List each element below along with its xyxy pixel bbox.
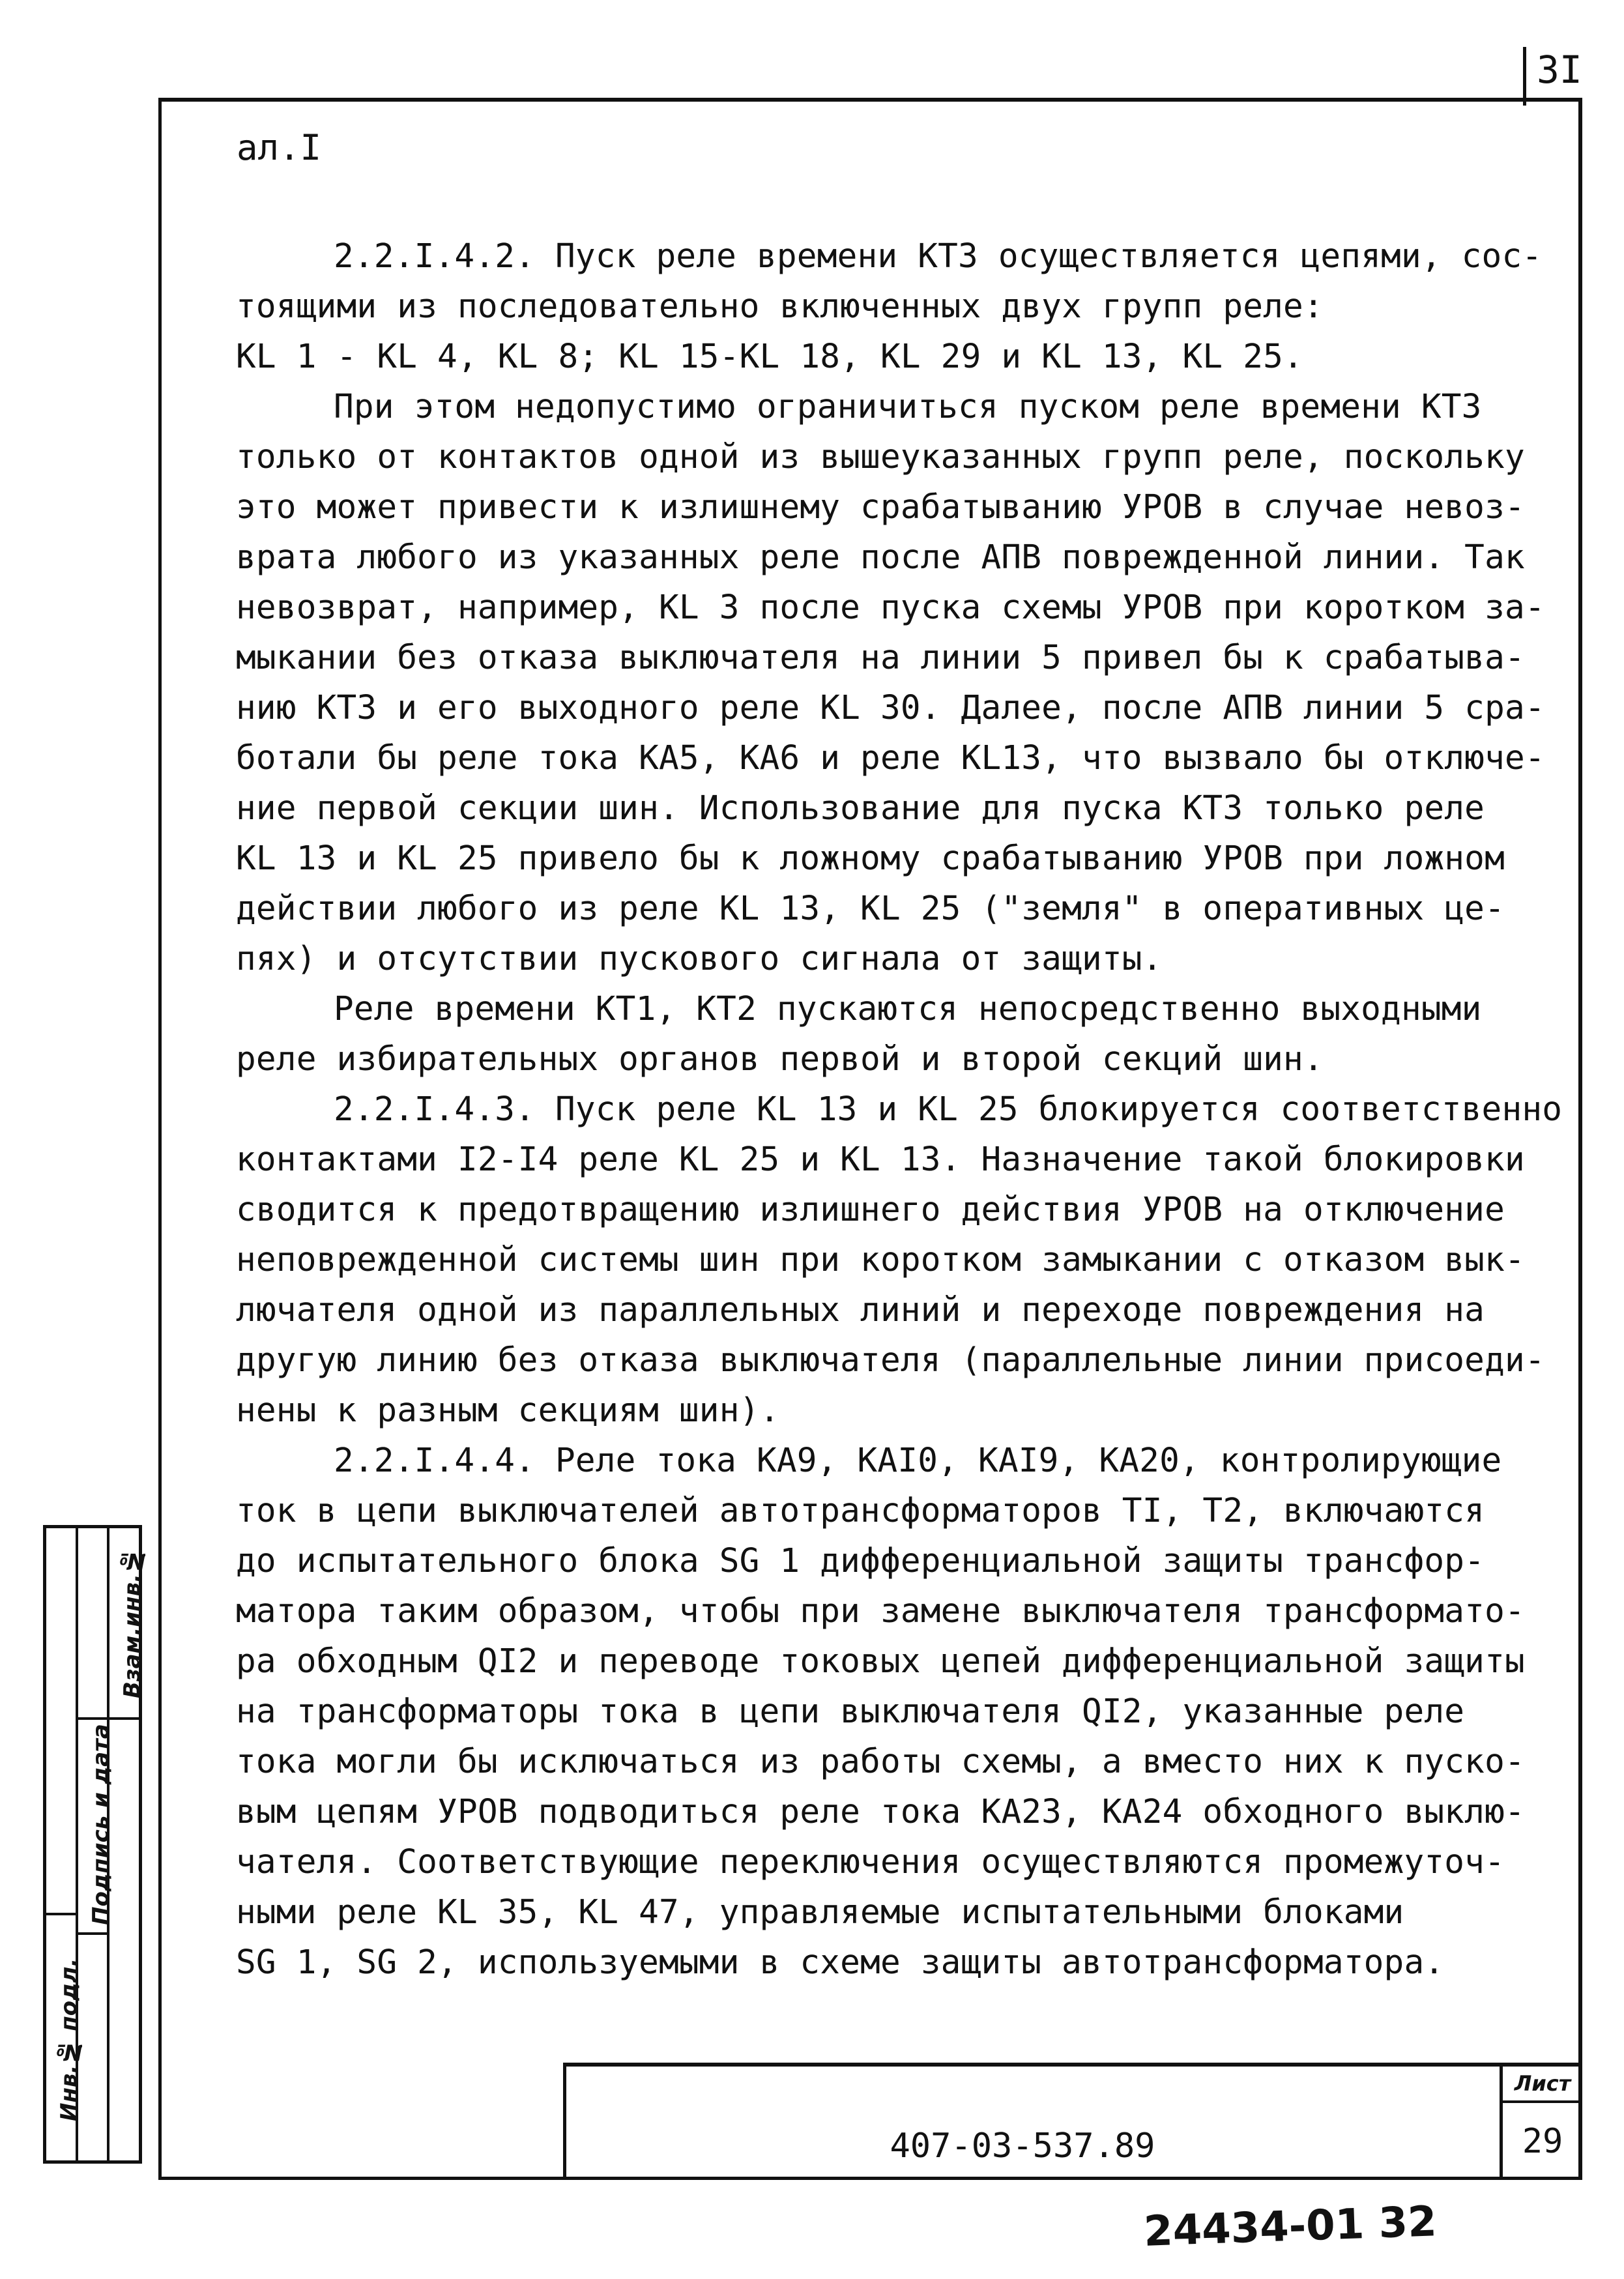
text-line: тока могли бы исключаться из работы схемы, а вместо них к пуско- <box>236 1743 1525 1781</box>
text-line: ботали бы реле тока КА5, КА6 и реле KL13, что вызвало бы отключе- <box>236 739 1545 777</box>
side-stamp <box>43 1525 146 2164</box>
text-line: KL 13 и KL 25 привело бы к ложному срабатыванию УРОВ при ложном <box>236 839 1505 878</box>
text-line: на трансформаторы тока в цепи выключателя QI2, указанные реле <box>236 1692 1465 1731</box>
text-line: мыкании без отказа выключателя на линии 5 привел бы к срабатыва- <box>236 639 1525 677</box>
text-line: это может привести к излишнему срабатыванию УРОВ в случае невоз- <box>236 488 1525 527</box>
stamp-divider <box>78 1932 108 1935</box>
text-line: другую линию без отказа выключателя (параллельные линии присоеди- <box>236 1341 1545 1380</box>
body-text <box>236 231 1563 1988</box>
text-line: врата любого из указанных реле после АПВ поврежденной линии. Так <box>236 538 1525 577</box>
text-line: нены к разным секциям шин). <box>236 1391 780 1430</box>
heading-mark: ал.I <box>237 127 322 168</box>
text-line: сводится к предотвращению излишнего действия УРОВ на отключение <box>236 1191 1505 1229</box>
text-line: SG 1, SG 2, используемыми в схеме защиты автотрансформатора. <box>236 1943 1445 1982</box>
side-stamp-col-replacement <box>109 1528 146 2160</box>
text-line: действии любого из реле KL 13, KL 25 ("земля" в оперативных це- <box>236 890 1505 928</box>
page-number: 3I <box>1537 48 1582 92</box>
text-line: 2.2.I.4.2. Пуск реле времени КТ3 осуществляется цепями, сос- <box>334 237 1543 276</box>
text-line: реле избирательных органов первой и второй секций шин. <box>236 1040 1324 1079</box>
text-line: KL 1 - KL 4, KL 8; KL 15-KL 18, KL 29 и KL 13, KL 25. <box>236 338 1303 376</box>
title-block <box>563 2063 1582 2180</box>
text-line: 2.2.I.4.4. Реле тока КА9, КАI0, КАI9, КА20, контролирующие <box>334 1442 1502 1480</box>
text-line: тоящими из последовательно включенных двух групп реле: <box>236 287 1324 326</box>
text-line: вым цепям УРОВ подводиться реле тока КА23, КА24 обходного выклю- <box>236 1793 1525 1831</box>
side-label-signature: Подпись и дата <box>87 1724 114 1926</box>
text-line: Реле времени КТ1, КТ2 пускаются непосредственно выходными <box>334 990 1482 1028</box>
text-line: контактами I2-I4 реле KL 25 и KL 13. Назначение такой блокировки <box>236 1140 1525 1179</box>
text-line: 2.2.I.4.3. Пуск реле KL 13 и KL 25 блокируется соответственно <box>334 1090 1563 1129</box>
text-line: нию КТ3 и его выходного реле KL 30. Далее, после АПВ линии 5 сра- <box>236 689 1545 727</box>
sheet-label: Лист <box>1503 2067 1582 2103</box>
stamp-divider <box>46 1913 76 1915</box>
text-line: до испытательного блока SG 1 дифференциальной защиты трансфор- <box>236 1542 1485 1580</box>
corner-line <box>1523 47 1526 106</box>
stamp-divider <box>78 1717 108 1720</box>
text-line: чателя. Соответствующие переключения осуществляются промежуточ- <box>236 1843 1505 1881</box>
side-label-inventory: Инв.№ подл. <box>56 1958 82 2122</box>
text-line: ние первой секции шин. Использование для пуска КТ3 только реле <box>236 789 1485 828</box>
text-line: неповрежденной системы шин при коротком замыкании с отказом вык- <box>236 1241 1525 1279</box>
text-line: При этом недопустимо ограничиться пуском реле времени КТ3 <box>334 388 1482 426</box>
text-line: невозврат, например, KL 3 после пуска схемы УРОВ при коротком за- <box>236 588 1545 627</box>
text-line: только от контактов одной из вышеуказанных групп реле, поскольку <box>236 438 1525 476</box>
text-line: пях) и отсутствии пускового сигнала от защиты. <box>236 940 1163 978</box>
stamp-divider <box>109 1717 139 1720</box>
document-code: 407-03-537.89 <box>890 2127 1155 2166</box>
side-label-replacement: Взам.инв.№ <box>119 1547 146 1698</box>
text-line: ра обходным QI2 и переводе токовых цепей дифференциальной защиты <box>236 1642 1525 1681</box>
sheet-number: 29 <box>1522 2122 1563 2161</box>
text-line: ток в цепи выключателей автотрансформаторов ТI, Т2, включаются <box>236 1492 1485 1530</box>
handwritten-code: 24434-01 32 <box>1142 2198 1438 2256</box>
text-line: ными реле KL 35, KL 47, управляемые испытательными блоками <box>236 1893 1404 1932</box>
sheet-box <box>1500 2067 1582 2180</box>
side-stamp-col-inventory <box>46 1528 82 2160</box>
text-line: лючателя одной из параллельных линий и переходе повреждения на <box>236 1291 1485 1329</box>
text-line: матора таким образом, чтобы при замене выключателя трансформато- <box>236 1592 1525 1631</box>
side-stamp-col-signature <box>78 1528 114 2160</box>
